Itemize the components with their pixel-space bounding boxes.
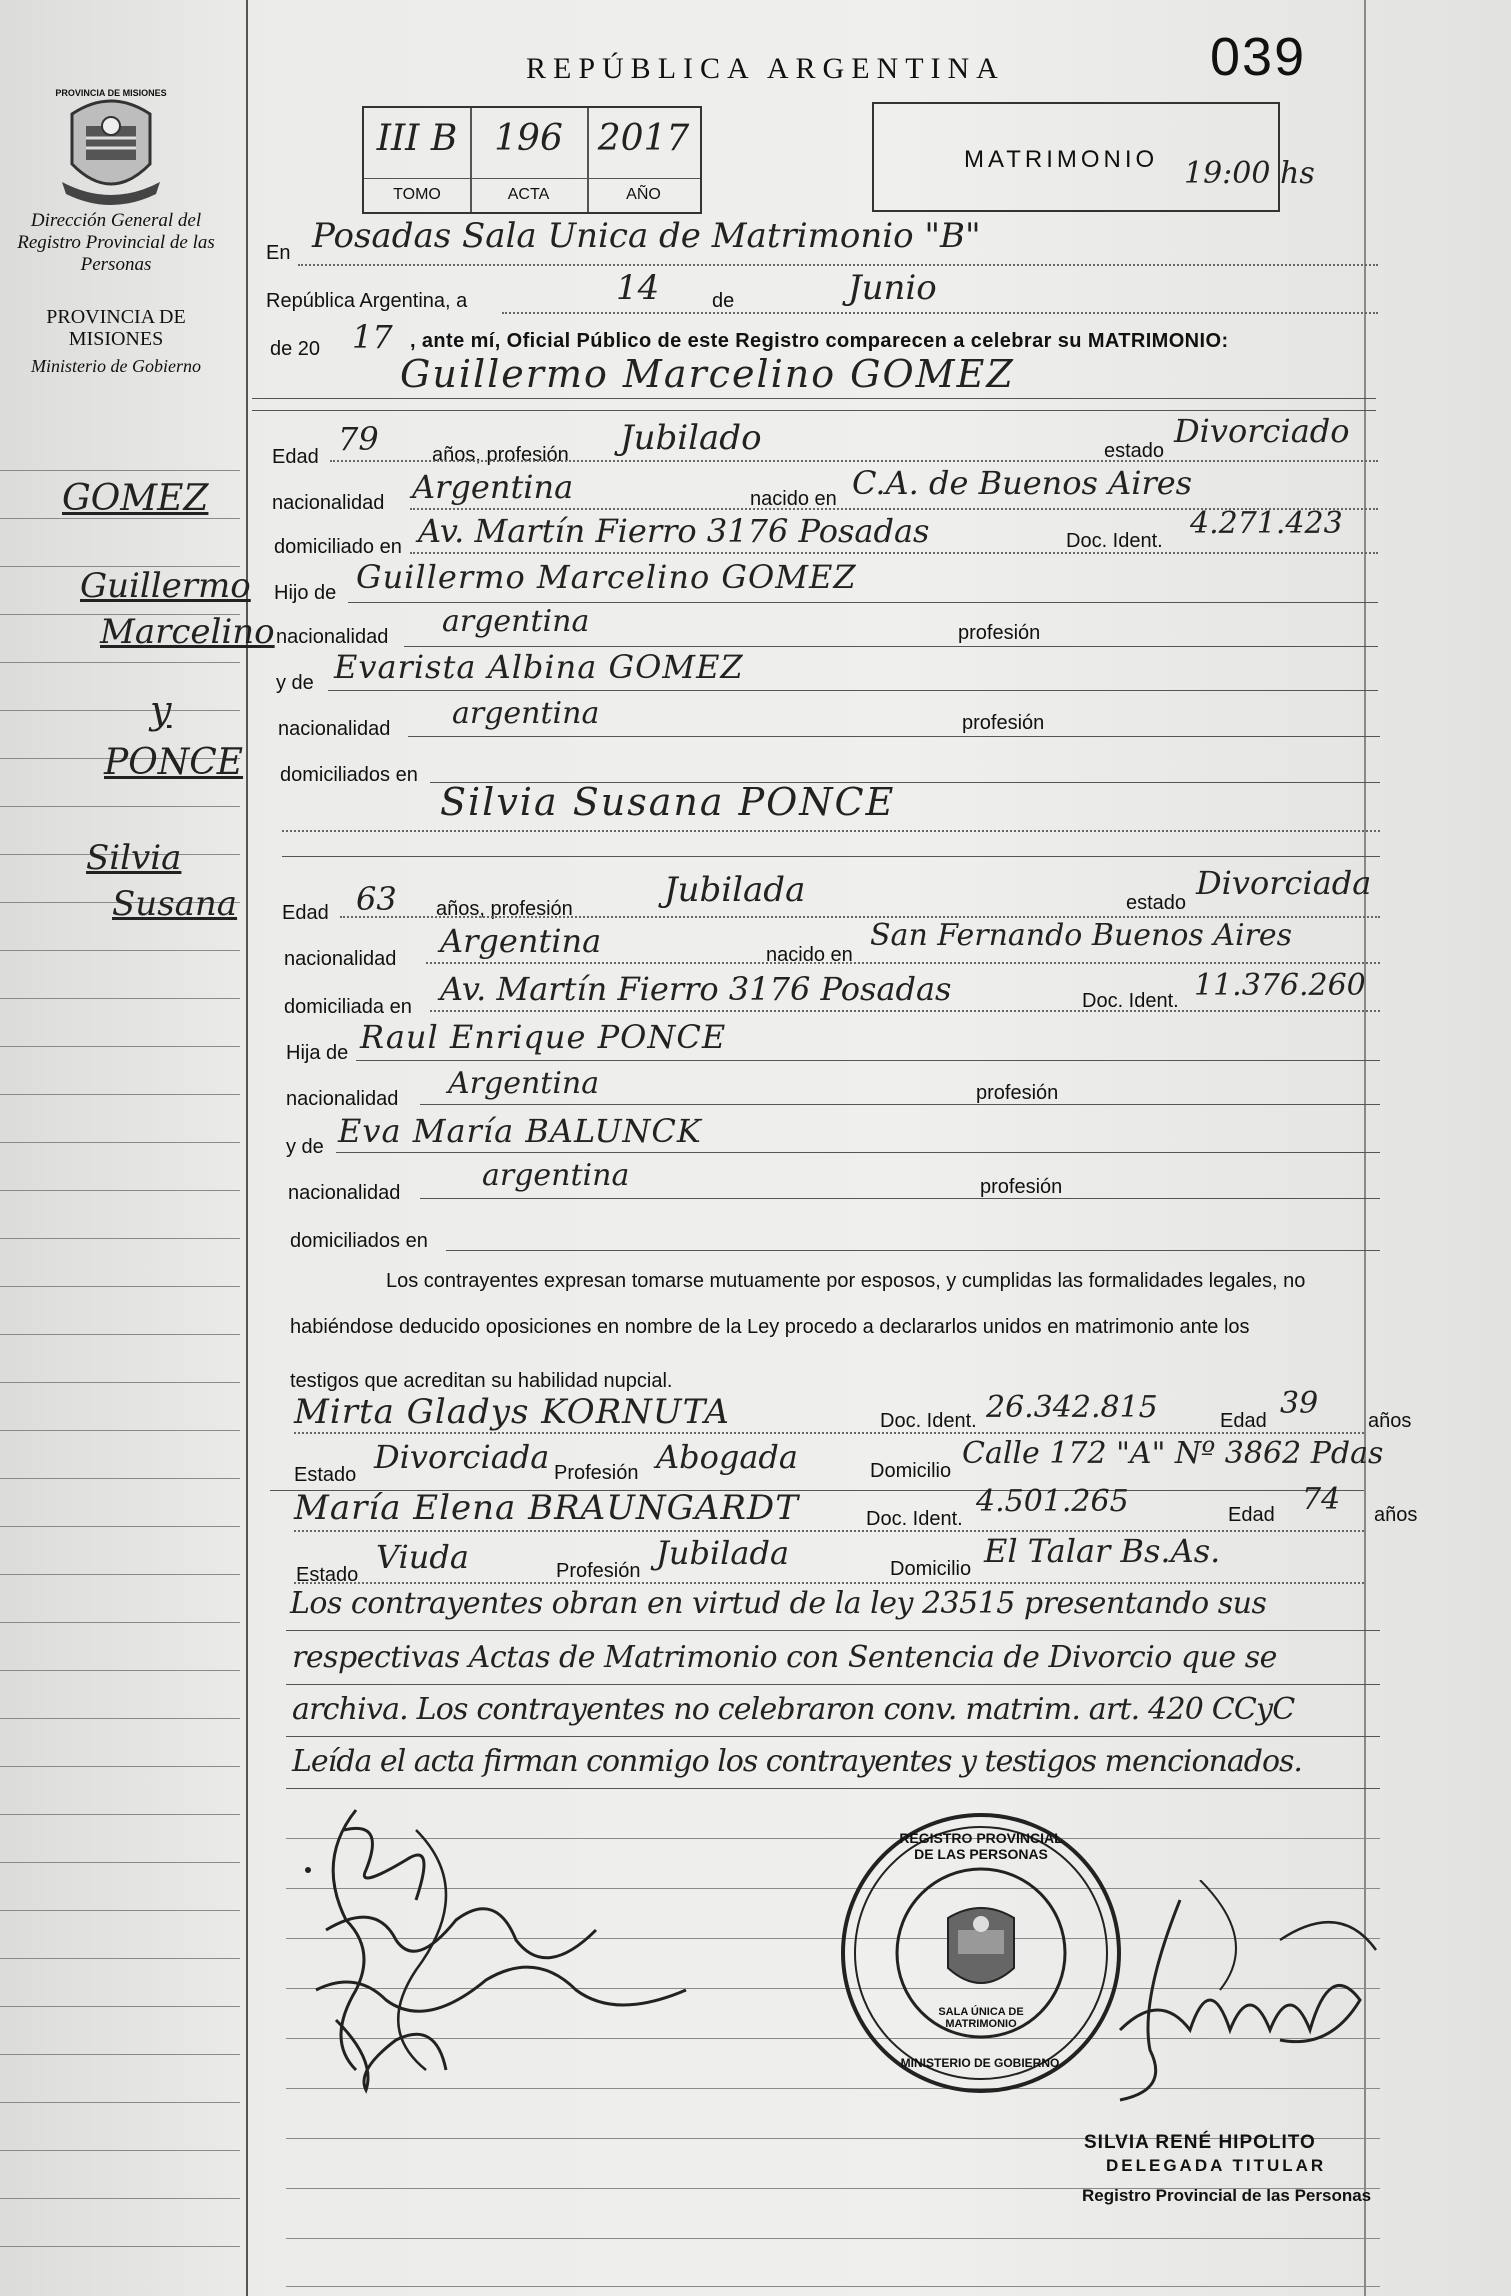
groom-mother-profession-label: profesión: [962, 712, 1045, 734]
bride-status: Divorciada: [1196, 864, 1372, 902]
witness-2-doc: 4.501.265: [976, 1484, 1129, 1519]
declaration-line-1: Los contrayentes expresan tomarse mutuamente por esposos, y cumplidas las formalidades legales, no: [386, 1270, 1306, 1292]
bride-status-label: estado: [1126, 892, 1187, 914]
witness-2-doc-label: Doc. Ident.: [866, 1508, 963, 1530]
sidebar-conjunction: y: [150, 688, 172, 732]
groom-age: 79: [338, 420, 379, 458]
witness-1-profession: Abogada: [656, 1438, 798, 1476]
year-value: 17: [352, 318, 393, 356]
official-office: Registro Provincial de las Personas: [1082, 2186, 1372, 2205]
groom-profession-label: años, profesión: [432, 444, 569, 466]
agency-name: Dirección General del Registro Provincial de las Personas: [17, 210, 215, 275]
bride-father: Raul Enrique PONCE: [360, 1018, 727, 1056]
en-label: En: [266, 242, 291, 264]
seal-text: PROVINCIA DE MISIONES: [55, 88, 167, 98]
stamp-ring-text: REGISTRO PROVINCIAL DE LAS PERSONAS: [899, 1830, 1063, 1862]
witness-2-name: María Elena BRAUNGARDT: [294, 1488, 799, 1528]
note-line-4: Leída el acta firman conmigo los contrayentes y testigos mencionados.: [292, 1744, 1302, 1779]
declaration-line-2: habiéndose deducido oposiciones en nombre de la Ley procedo a declararlos unidos en matrimonio ante los: [290, 1316, 1250, 1338]
bride-father-nationality: Argentina: [448, 1066, 600, 1101]
groom-mother-label: y de: [276, 672, 314, 694]
de-label: de: [712, 290, 735, 312]
groom-address-label: domiciliado en: [274, 536, 402, 558]
groom-status: Divorciado: [1174, 412, 1350, 450]
margin-border: [246, 0, 248, 2296]
province-seal-icon: [52, 86, 170, 206]
bride-address-label: domiciliada en: [284, 996, 412, 1018]
bride-mother-nationality: argentina: [482, 1158, 630, 1193]
acta-value: 196: [494, 118, 563, 159]
bride-address: Av. Martín Fierro 3176 Posadas: [440, 970, 952, 1008]
witness-1-age-label: Edad: [1220, 1410, 1267, 1432]
groom-nationality-label: nacionalidad: [272, 492, 385, 514]
bride-doc-label: Doc. Ident.: [1082, 990, 1179, 1012]
bride-nationality-label: nacionalidad: [284, 948, 397, 970]
page-number: 039: [1210, 27, 1307, 87]
groom-father-profession-label: profesión: [958, 622, 1041, 644]
tomo-value: III B: [376, 118, 458, 159]
bride-nationality: Argentina: [440, 922, 602, 960]
groom-mother-nationality-label: nacionalidad: [278, 718, 391, 740]
witness-1-doc-label: Doc. Ident.: [880, 1410, 977, 1432]
month-value: Junio: [848, 268, 937, 308]
bride-father-nationality-label: nacionalidad: [286, 1088, 399, 1110]
place-value: Posadas Sala Unica de Matrimonio "B": [312, 216, 981, 256]
day-value: 14: [616, 268, 660, 308]
stamp-bottom-text: MINISTERIO DE GOBIERNO: [900, 2056, 1060, 2070]
groom-father: Guillermo Marcelino GOMEZ: [356, 558, 857, 596]
witness-2-address-label: Domicilio: [890, 1558, 972, 1580]
bride-doc: 11.376.260: [1194, 968, 1366, 1003]
groom-profession: Jubilado: [620, 418, 762, 458]
witness-2-age-label: Edad: [1228, 1504, 1275, 1526]
year-label: de 20: [270, 338, 321, 360]
bride-father-profession-label: profesión: [976, 1082, 1059, 1104]
bride-age: 63: [356, 880, 397, 918]
witness-1-address: Calle 172 "A" Nº 3862 Pdas: [962, 1436, 1384, 1471]
bride-mother-label: y de: [286, 1136, 324, 1158]
country-heading: REPÚBLICA ARGENTINA: [526, 52, 1005, 85]
sidebar-middlename-bride: Susana: [112, 884, 238, 924]
bride-name: Silvia Susana PONCE: [440, 780, 896, 824]
witness-1-age: 39: [1280, 1386, 1319, 1421]
groom-mother: Evarista Albina GOMEZ: [334, 648, 744, 686]
sidebar-firstname-groom: Guillermo: [80, 566, 251, 606]
bride-mother: Eva María BALUNCK: [338, 1112, 702, 1150]
bride-mother-nationality-label: nacionalidad: [288, 1182, 401, 1204]
bride-birthplace-label: nacido en: [766, 944, 853, 966]
ano-value: 2017: [597, 118, 690, 159]
stamp-inner-text: SALA ÚNICA DE MATRIMONIO: [938, 2006, 1024, 2030]
witness-1-status-label: Estado: [294, 1464, 357, 1486]
note-line-1: Los contrayentes obran en virtud de la ley 23515 presentando sus: [290, 1586, 1267, 1621]
act-time: 19:00 hs: [1184, 156, 1315, 191]
witness-1-years-label: años: [1368, 1410, 1412, 1432]
groom-birthplace: C.A. de Buenos Aires: [852, 464, 1193, 502]
groom-father-nationality: argentina: [442, 604, 590, 639]
contracting-parties-signatures: [296, 1770, 716, 2110]
province-name: PROVINCIA DE MISIONES: [46, 306, 186, 350]
sidebar-middlename-groom: Marcelino: [100, 612, 275, 652]
witness-1-doc: 26.342.815: [986, 1390, 1158, 1425]
witness-2-profession: Jubilada: [656, 1534, 790, 1572]
bride-birthplace: San Fernando Buenos Aires: [870, 918, 1293, 953]
declaration-line-3: testigos que acreditan su habilidad nupcial.: [290, 1370, 673, 1392]
bride-profession: Jubilada: [664, 870, 806, 910]
witness-2-profession-label: Profesión: [556, 1560, 641, 1582]
act-type-box: [872, 102, 1315, 212]
witness-2-age: 74: [1302, 1482, 1341, 1517]
republica-label: República Argentina, a: [266, 290, 468, 312]
record-id-table: [362, 106, 702, 214]
sidebar-surname-bride: PONCE: [104, 742, 244, 783]
act-type: MATRIMONIO: [964, 146, 1159, 173]
groom-age-label: Edad: [272, 446, 319, 468]
groom-name: Guillermo Marcelino GOMEZ: [400, 352, 1015, 396]
witness-1-address-label: Domicilio: [870, 1460, 952, 1482]
groom-father-nationality-label: nacionalidad: [276, 626, 389, 648]
witness-2-address: El Talar Bs.As.: [984, 1532, 1221, 1570]
groom-parents-address-label: domiciliados en: [280, 764, 418, 786]
groom-address: Av. Martín Fierro 3176 Posadas: [418, 512, 930, 550]
bride-parents-address-label: domiciliados en: [290, 1230, 428, 1252]
bride-profession-label: años, profesión: [436, 898, 573, 920]
bride-mother-profession-label: profesión: [980, 1176, 1063, 1198]
groom-father-label: Hijo de: [274, 582, 337, 604]
sidebar-surname-groom: GOMEZ: [62, 478, 209, 519]
official-signature: [1080, 1880, 1380, 2110]
bride-age-label: Edad: [282, 902, 329, 924]
witness-1-profession-label: Profesión: [554, 1462, 639, 1484]
official-name: SILVIA RENÉ HIPOLITO: [1084, 2132, 1316, 2153]
official-title: DELEGADA TITULAR: [1106, 2156, 1327, 2175]
acta-label: ACTA: [507, 186, 550, 203]
appearance-statement: , ante mí, Oficial Público de este Registro comparecen a celebrar su MATRIMONIO:: [410, 330, 1229, 352]
tomo-label: TOMO: [393, 186, 441, 203]
groom-mother-nationality: argentina: [452, 696, 600, 731]
note-line-2: respectivas Actas de Matrimonio con Sentencia de Divorcio que se: [292, 1640, 1277, 1675]
witness-2-years-label: años: [1374, 1504, 1418, 1526]
groom-status-label: estado: [1104, 440, 1165, 462]
groom-doc-label: Doc. Ident.: [1066, 530, 1163, 552]
sidebar-firstname-bride: Silvia: [86, 838, 182, 878]
witness-1-status: Divorciada: [374, 1438, 550, 1476]
note-line-3: archiva. Los contrayentes no celebraron conv. matrim. art. 420 CCyC: [292, 1692, 1295, 1727]
ministry-name: Ministerio de Gobierno: [31, 356, 201, 376]
witness-1-name: Mirta Gladys KORNUTA: [294, 1392, 730, 1432]
groom-doc: 4.271.423: [1190, 506, 1343, 541]
witness-2-status-label: Estado: [296, 1564, 359, 1586]
bride-father-label: Hija de: [286, 1042, 349, 1064]
groom-nationality: Argentina: [412, 468, 574, 506]
groom-birthplace-label: nacido en: [750, 488, 837, 510]
witness-2-status: Viuda: [376, 1538, 469, 1576]
ano-label: AÑO: [626, 186, 661, 203]
